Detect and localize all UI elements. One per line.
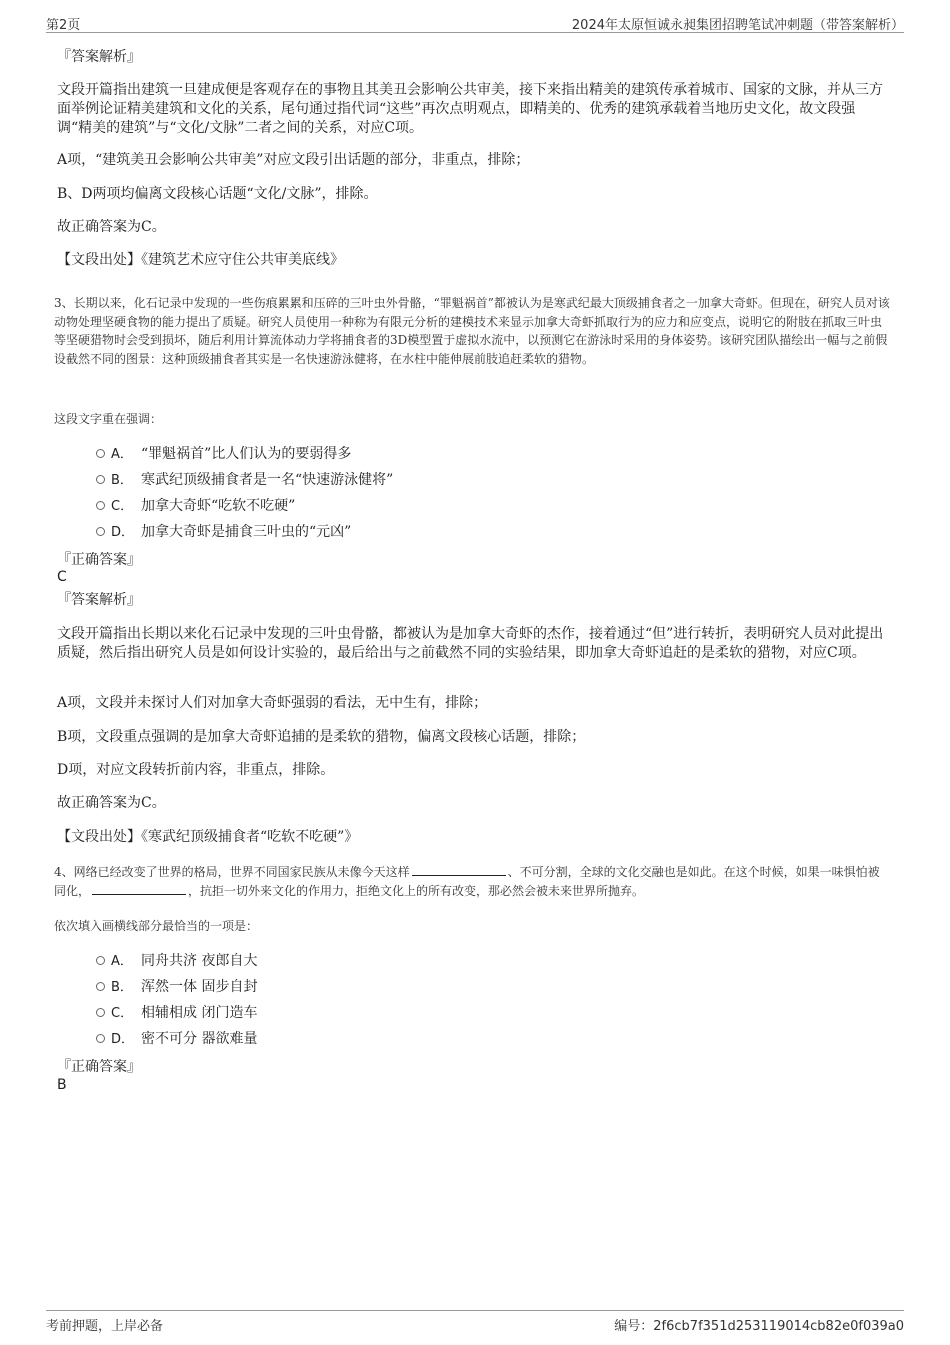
footer-slogan: 考前押题，上岸必备 [46, 1319, 164, 1334]
page-number: 第2页 [46, 18, 81, 33]
q2-analysis-label: 『答案解析』 [57, 49, 141, 65]
fill-blank-1 [412, 863, 506, 876]
q4-answer: B [57, 1077, 67, 1093]
q4-prompt: 依次填入画横线部分最恰当的一项是： [54, 919, 259, 933]
radio-icon[interactable] [96, 527, 105, 536]
q3-source: 【文段出处】《寒武纪顶级捕食者“吃软不吃硬”》 [57, 829, 359, 845]
page-footer [46, 1310, 904, 1333]
q2-analysis: 文段开篇指出建筑一旦建成便是客观存在的事物且其美丑会影响公共审美，接下来指出精美的建筑传承着城市、国家的文脉，并从三方面举例论证精美建筑和文化的关系，尾句通过指代词“这些”再次点明观点，即精美的、优秀的建筑承载着当地历史文化，故文段强调“精美的建筑”与“文化/文脉”二者之间的关系，对应C项。 [57, 82, 883, 136]
q2-conclusion: 故正确答案为C。 [57, 219, 166, 235]
q3-analysis-b: B项，文段重点强调的是加拿大奇虾追捕的是柔软的猎物，偏离文段核心话题，排除； [57, 729, 586, 745]
q4-answer-label: 『正确答案』 [57, 1059, 141, 1075]
q2-analysis-a: A项，“建筑美丑会影响公共审美”对应文段引出话题的部分，非重点，排除； [57, 152, 530, 168]
document-code: 编号：2f6cb7f351d253119014cb82e0f039a0 [614, 1319, 904, 1334]
fill-blank-2 [92, 882, 186, 895]
radio-icon[interactable] [96, 449, 105, 458]
q3-answer: C [57, 569, 67, 585]
q4-stem: 4、网络已经改变了世界的格局，世界不同国家民族从未像今天这样 、不可分割，全球的文化交融也是如此。在这个时候，如果一味惧怕被同化， ，抗拒一切外来文化的作用力，拒绝文化上的所有改变，那必然会被未来世界所抛弃。 [54, 865, 880, 898]
q4-option-d[interactable]: D． 密不可分 器欲难量 [96, 1029, 257, 1050]
q3-conclusion: 故正确答案为C。 [57, 795, 166, 811]
q3-analysis-a: A项，文段并未探讨人们对加拿大奇虾强弱的看法，无中生有，排除； [57, 695, 488, 711]
q3-option-b[interactable]: B． 寒武纪顶级捕食者是一名“快速游泳健将” [96, 470, 393, 491]
q4-option-c[interactable]: C． 相辅相成 闭门造车 [96, 1003, 257, 1024]
q2-analysis-bd: B、D两项均偏离文段核心话题“文化/文脉”，排除。 [57, 186, 378, 202]
q4-option-b[interactable]: B． 浑然一体 固步自封 [96, 977, 257, 998]
q2-source: 【文段出处】《建筑艺术应守住公共审美底线》 [57, 252, 344, 268]
q4-option-a[interactable]: A． 同舟共济 夜郎自大 [96, 951, 257, 972]
radio-icon[interactable] [96, 982, 105, 991]
q3-answer-label: 『正确答案』 [57, 552, 141, 568]
q3-analysis-d: D项，对应文段转折前内容，非重点，排除。 [57, 762, 335, 778]
radio-icon[interactable] [96, 501, 105, 510]
radio-icon[interactable] [96, 475, 105, 484]
radio-icon[interactable] [96, 956, 105, 965]
q3-option-c[interactable]: C． 加拿大奇虾“吃软不吃硬” [96, 496, 295, 517]
page-header [46, 12, 904, 33]
q3-prompt: 这段文字重在强调： [54, 412, 163, 426]
document-title: 2024年太原恒诚永昶集团招聘笔试冲刺题（带答案解析） [571, 18, 904, 33]
q3-stem: 3、长期以来，化石记录中发现的一些伤痕累累和压碎的三叶虫外骨骼，“罪魁祸首”都被认为是寒武纪最大顶级捕食者之一加拿大奇虾。但现在，研究人员对该动物处理坚硬食物的能力提出了质疑。研究人员使用一种称为有限元分析的建模技术来显示加拿大奇虾抓取行为的应力和应变点，说明它的附肢在抓取三叶虫等坚硬猎物时会受到损坏，随后利用计算流体动力学将捕食者的3D模型置于虚拟水流中，以预测它在游泳时采用的身体姿势。该研究团队描绘出一幅与之前假设截然不同的图景：这种顶级捕食者其实是一名快速游泳健将，在水柱中能伸展前肢追赶柔软的猎物。 [54, 296, 890, 366]
q3-analysis-label: 『答案解析』 [57, 592, 141, 608]
radio-icon[interactable] [96, 1008, 105, 1017]
radio-icon[interactable] [96, 1034, 105, 1043]
q3-option-d[interactable]: D． 加拿大奇虾是捕食三叶虫的“元凶” [96, 522, 351, 543]
q3-option-a[interactable]: A． “罪魁祸首”比人们认为的要弱得多 [96, 444, 351, 465]
q3-analysis: 文段开篇指出长期以来化石记录中发现的三叶虫骨骼，都被认为是加拿大奇虾的杰作，接着通过“但”进行转折，表明研究人员对此提出质疑，然后指出研究人员是如何设计实验的，最后给出与之前截然不同的实验结果，即加拿大奇虾追赶的是柔软的猎物，对应C项。 [57, 626, 884, 661]
